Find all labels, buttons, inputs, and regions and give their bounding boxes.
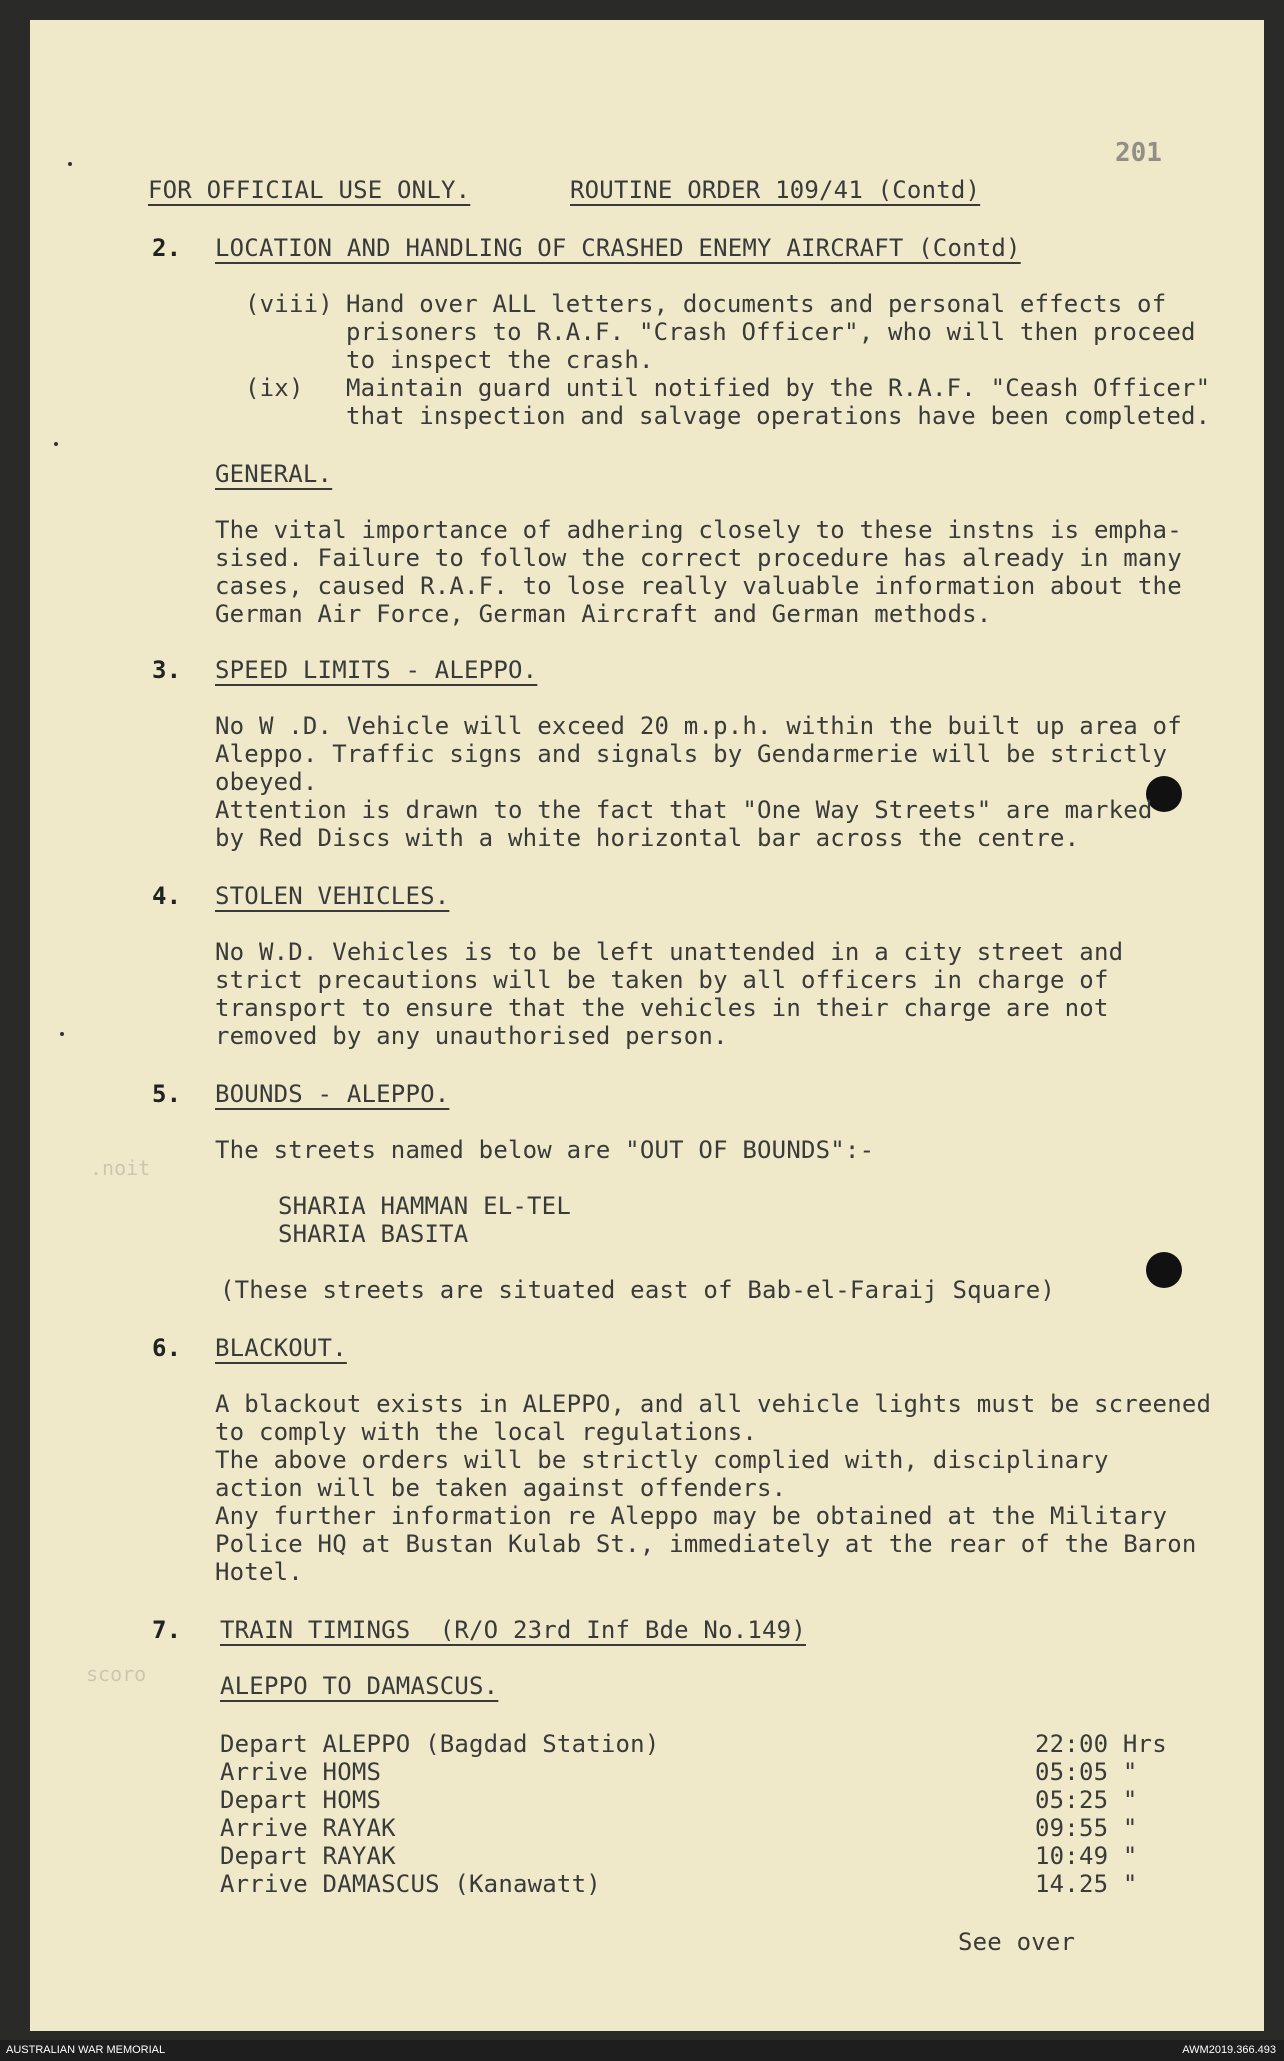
- page-number-stamp: 201: [1115, 138, 1162, 168]
- paragraph-line: No W.D. Vehicles is to be left unattended in a city street and: [215, 938, 1124, 966]
- section-heading: BOUNDS - ALEPPO.: [215, 1080, 450, 1108]
- timetable-time: 14.25 ": [1035, 1870, 1138, 1898]
- show-through-text: scoro: [86, 1662, 147, 1686]
- paragraph-line: Attention is drawn to the fact that "One Way Streets" are marked: [215, 796, 1153, 824]
- paragraph-line: The streets named below are "OUT OF BOUNDS":-: [215, 1136, 875, 1164]
- section-number: 5.: [152, 1080, 182, 1108]
- paragraph-line: Police HQ at Bustan Kulab St., immediately at the rear of the Baron: [215, 1530, 1197, 1558]
- section-heading: STOLEN VEHICLES.: [215, 882, 450, 910]
- timetable-time: 22:00 Hrs: [1035, 1730, 1167, 1758]
- paragraph-line: (These streets are situated east of Bab-el-Faraij Square): [220, 1276, 1056, 1304]
- paragraph-line: Hand over ALL letters, documents and personal effects of: [346, 290, 1167, 318]
- punch-mark: [68, 162, 72, 166]
- paragraph-line: to inspect the crash.: [346, 346, 654, 374]
- timetable-time: 05:05 ": [1035, 1758, 1138, 1786]
- paragraph-line: sised. Failure to follow the correct procedure has already in many: [215, 544, 1182, 572]
- paragraph-line: Hotel.: [215, 1558, 303, 1586]
- street-name: SHARIA HAMMAN EL-TEL: [278, 1192, 571, 1220]
- paragraph-line: obeyed.: [215, 768, 318, 796]
- section-number: 7.: [152, 1616, 182, 1644]
- paragraph-line: that inspection and salvage operations have been completed.: [346, 402, 1211, 430]
- paragraph-line: Any further information re Aleppo may be obtained at the Military: [215, 1502, 1168, 1530]
- section-number: 2.: [152, 234, 182, 262]
- order-title: ROUTINE ORDER 109/41 (Contd): [570, 176, 981, 204]
- timetable-time: 10:49 ": [1035, 1842, 1138, 1870]
- section-heading: LOCATION AND HANDLING OF CRASHED ENEMY AIRCRAFT (Contd): [215, 234, 1021, 262]
- paragraph-line: The vital importance of adhering closely to these instns is empha-: [215, 516, 1182, 544]
- section-number: 4.: [152, 882, 182, 910]
- paragraph-line: transport to ensure that the vehicles in their charge are not: [215, 994, 1109, 1022]
- classification-label: FOR OFFICIAL USE ONLY.: [148, 176, 471, 204]
- footer-institution: AUSTRALIAN WAR MEMORIAL: [6, 2044, 166, 2056]
- section-heading: SPEED LIMITS - ALEPPO.: [215, 656, 538, 684]
- binder-hole: [1146, 1252, 1182, 1288]
- footer-reference: AWM2019.366.493: [1182, 2044, 1276, 2056]
- timetable-stop: Arrive DAMASCUS (Kanawatt): [220, 1870, 601, 1898]
- paragraph-line: strict precautions will be taken by all officers in charge of: [215, 966, 1109, 994]
- paragraph-line: cases, caused R.A.F. to lose really valuable information about the: [215, 572, 1182, 600]
- paragraph-line: Aleppo. Traffic signs and signals by Gendarmerie will be strictly: [215, 740, 1168, 768]
- paragraph-line: No W .D. Vehicle will exceed 20 m.p.h. within the built up area of: [215, 712, 1182, 740]
- paragraph-line: Maintain guard until notified by the R.A.F. "Ceash Officer": [346, 374, 1211, 402]
- archive-footer: [0, 2040, 1284, 2061]
- paragraph-line: removed by any unauthorised person.: [215, 1022, 728, 1050]
- section-heading: GENERAL.: [215, 460, 333, 488]
- document-page: [30, 20, 1264, 2031]
- show-through-text: .noit: [90, 1156, 151, 1180]
- street-name: SHARIA BASITA: [278, 1220, 469, 1248]
- paragraph-line: to comply with the local regulations.: [215, 1418, 758, 1446]
- subitem-label: (ix): [245, 374, 304, 402]
- timetable-stop: Depart RAYAK: [220, 1842, 396, 1870]
- section-number: 6.: [152, 1334, 182, 1362]
- paragraph-line: German Air Force, German Aircraft and German methods.: [215, 600, 992, 628]
- section-number: 3.: [152, 656, 182, 684]
- paragraph-line: The above orders will be strictly complied with, disciplinary: [215, 1446, 1109, 1474]
- subitem-label: (viii): [245, 290, 333, 318]
- timetable-time: 09:55 ": [1035, 1814, 1138, 1842]
- timetable-stop: Arrive RAYAK: [220, 1814, 396, 1842]
- punch-mark: [60, 1032, 64, 1036]
- paragraph-line: by Red Discs with a white horizontal bar across the centre.: [215, 824, 1080, 852]
- subsection-heading: ALEPPO TO DAMASCUS.: [220, 1672, 499, 1700]
- section-heading: BLACKOUT.: [215, 1334, 347, 1362]
- timetable-stop: Arrive HOMS: [220, 1758, 382, 1786]
- section-heading: TRAIN TIMINGS (R/O 23rd Inf Bde No.149): [220, 1616, 806, 1644]
- paragraph-line: prisoners to R.A.F. "Crash Officer", who will then proceed: [346, 318, 1196, 346]
- timetable-time: 05:25 ": [1035, 1786, 1138, 1814]
- timetable-stop: Depart ALEPPO (Bagdad Station): [220, 1730, 660, 1758]
- paragraph-line: action will be taken against offenders.: [215, 1474, 787, 1502]
- punch-mark: [54, 442, 58, 446]
- see-over-note: See over: [958, 1928, 1076, 1956]
- timetable-stop: Depart HOMS: [220, 1786, 382, 1814]
- paragraph-line: A blackout exists in ALEPPO, and all vehicle lights must be screened: [215, 1390, 1212, 1418]
